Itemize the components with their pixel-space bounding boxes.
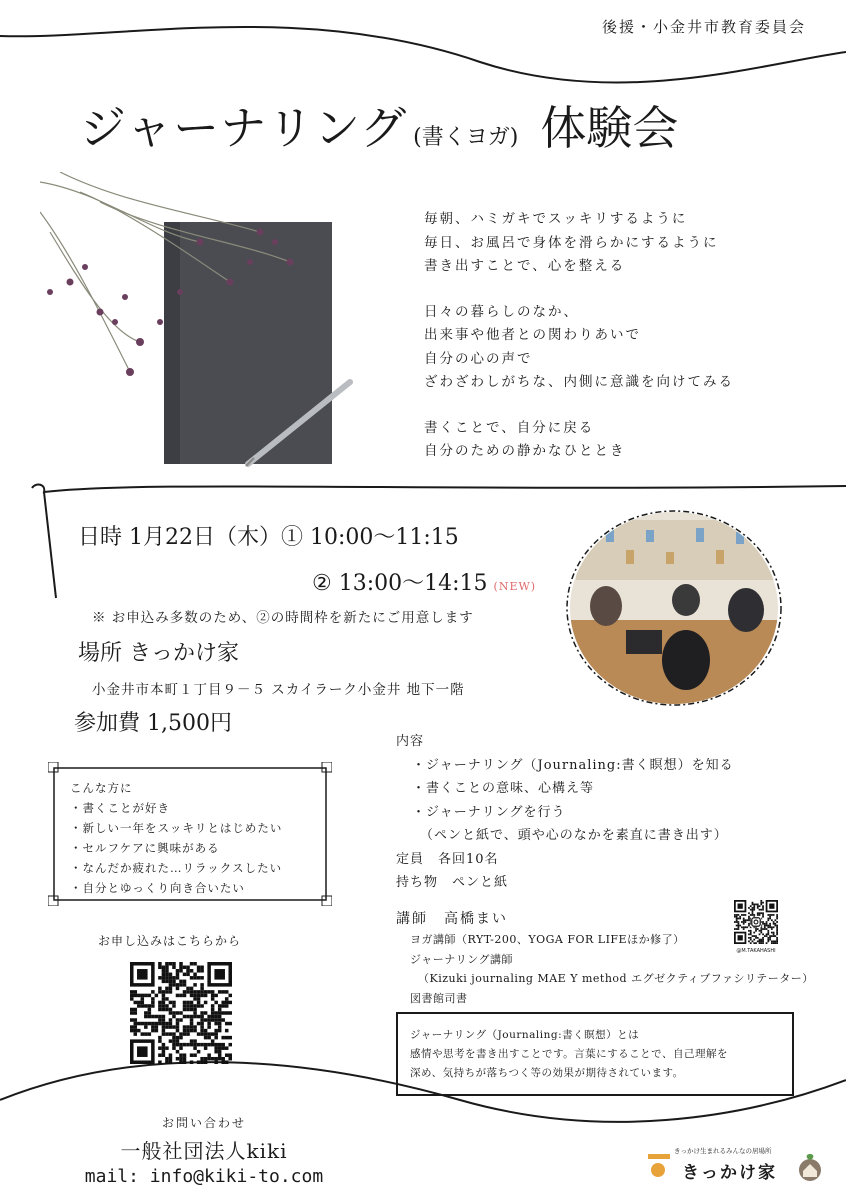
content-item: ・ジャーナリングを行う	[412, 804, 566, 820]
logo-mark-icon	[646, 1150, 676, 1180]
poem-line: 書くことで、自分に戻る	[424, 419, 595, 436]
poem-line: 出来事や他者との関わりあいで	[424, 327, 641, 343]
title-tail: 体験会	[540, 101, 679, 155]
content-item: ・ジャーナリング（Journaling:書く瞑想）を知る	[412, 757, 734, 773]
teacher-credential: 図書館司書	[410, 991, 468, 1005]
poem-line: 毎日、お風呂で身体を滑らかにするように	[424, 234, 719, 251]
capacity: 定員 各回10名	[396, 851, 499, 867]
teacher-credential: ジャーナリング講師	[410, 952, 514, 966]
session-2-time: ② 13:00〜14:15	[312, 571, 488, 596]
poem-line: 自分の心の声で	[424, 350, 533, 367]
instagram-qr-code[interactable]	[734, 900, 778, 944]
audience-item: ・セルフケアに興味がある	[70, 841, 220, 855]
workshop-photo	[566, 510, 782, 706]
intro-poem	[424, 208, 734, 464]
teacher-credential: （Kizuki journaling MAE Y method エグゼクティブファシリテーター）	[418, 972, 814, 985]
belongings: 持ち物 ペンと紙	[396, 875, 509, 890]
page-title	[80, 92, 678, 158]
house-icon	[796, 1152, 824, 1182]
event-address: 小金井市本町１丁目９－５ スカイラーク小金井 地下一階	[92, 682, 465, 698]
event-fee: 参加費 1,500円	[74, 711, 232, 736]
support-credit: 後援・小金井市教育委員会	[601, 18, 806, 36]
audience-heading: こんな方に	[70, 781, 133, 795]
definition-line: 深め、気持ちが落ちつく等の効果が期待されています。	[410, 1067, 684, 1079]
event-place: 場所 きっかけ家	[78, 641, 239, 666]
contact-email[interactable]: mail: info@kiki-to.com	[84, 1166, 324, 1187]
content-heading: 内容	[396, 734, 425, 749]
contact-label: お問い合わせ	[161, 1116, 246, 1130]
instagram-handle: @M.TAKAHASHI	[736, 948, 776, 954]
logo-tagline: きっかけ生まれるみんなの居場所	[674, 1147, 772, 1155]
title-main: ジャーナリング	[80, 101, 408, 155]
poem-line: 毎朝、ハミガキでスッキリするように	[424, 211, 688, 227]
kikkakeya-logo	[646, 1146, 826, 1186]
definition-line: 感情や思考を書き出すことです。言葉にすることで、自己理解を	[410, 1048, 728, 1060]
content-section	[396, 730, 734, 895]
poem-line: ざわざわしがちな、内側に意識を向けてみる	[424, 374, 734, 390]
teacher-credential: ヨガ講師（RYT-200、YOGA FOR LIFEほか修了）	[410, 933, 685, 946]
application-qr-code[interactable]	[130, 962, 232, 1064]
event-note: ※ お申込み多数のため、②の時間枠を新たにご用意します	[92, 610, 474, 626]
apply-label: お申し込みはこちらから	[98, 934, 242, 948]
event-date: 日時 1月22日（木）① 10:00〜11:15	[78, 525, 459, 550]
poem-line: 日々の暮らしのなか、	[424, 303, 579, 320]
definition-line: ジャーナリング（Journaling:書く瞑想）とは	[410, 1029, 640, 1041]
audience-item: ・新しい一年をスッキリとはじめたい	[70, 821, 283, 835]
title-sub: (書くヨガ)	[413, 125, 519, 150]
contact-org: 一般社団法人kiki	[120, 1139, 288, 1163]
new-badge: (NEW)	[493, 580, 537, 593]
event-session-2	[312, 566, 536, 597]
audience-item: ・自分とゆっくり向き合いたい	[70, 881, 245, 895]
teacher-name: 講師 高橋まい	[396, 911, 508, 927]
poem-line: 書き出すことで、心を整える	[424, 258, 626, 274]
content-item-note: （ペンと紙で、頭や心のなかを素直に書き出す）	[420, 828, 728, 843]
content-item: ・書くことの意味、心構え等	[412, 781, 595, 796]
logo-name: きっかけ家	[682, 1163, 777, 1183]
poem-line: 自分のための静かなひととき	[424, 443, 626, 459]
definition-box	[396, 1012, 794, 1096]
notebook-photo	[40, 172, 370, 468]
contact-section	[64, 1114, 344, 1187]
audience-item: ・なんだか疲れた…リラックスしたい	[70, 861, 283, 875]
audience-item: ・書くことが好き	[70, 801, 170, 815]
audience-box	[48, 762, 332, 906]
